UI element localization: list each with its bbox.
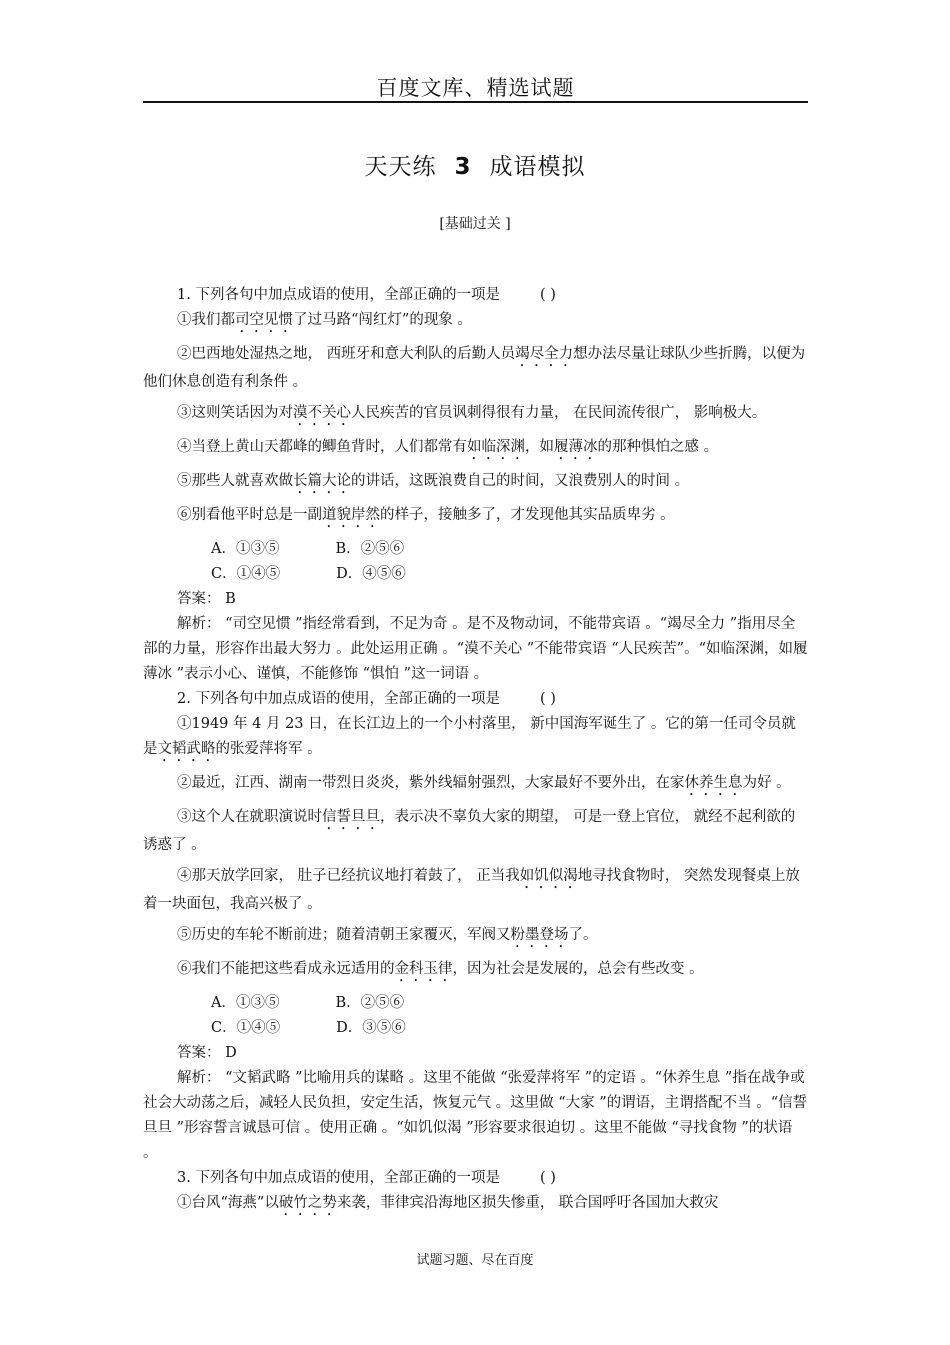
option-row [143,991,808,1016]
dotted-idiom: 文韬武略 [157,741,216,757]
section-tag: [基础过关 ] [439,216,511,232]
dotted-idiom: 漠不关心 [293,405,351,421]
question-item: ⑥别看他平时总是一副道貌岸然的样子，接触多了，才发现他其实品质卑劣 。 [177,507,675,523]
header-rule [143,101,808,103]
question-stem: 2. 下列各句中加点成语的使用，全部正确的一项是 ( ) [177,691,556,707]
question-item: ⑥我们不能把这些看成永远适用的金科玉律，因为社会是发展的，总会有些改变 。 [177,961,704,977]
page-title [0,148,950,181]
title-prefix: 天天练 [364,154,437,180]
option: A．①③⑤ [211,541,280,557]
answer: 答案： B [177,591,236,607]
option: B．②⑤⑥ [335,995,405,1011]
option-row [143,537,808,562]
dotted-idiom: 如临深渊 [467,439,525,455]
title-suffix: 成语模拟 [489,154,586,180]
dotted-idiom: 休养生息 [684,775,743,791]
dotted-idiom: 长篇大论 [293,473,351,489]
option: C．①④⑤ [211,1020,281,1036]
page-footer: 试题习题、尽在百度 [416,1253,534,1268]
option: B．②⑤⑥ [335,541,405,557]
option-row [143,562,808,587]
question-item: ②巴西地处湿热之地， 西班牙和意大利队的后勤人员竭尽全力想办法尽量让球队少些折腾，以便为他们休息创造有利条件 。 [143,346,806,390]
question-item: ①台风“海燕”以破竹之势来袭，菲律宾沿海地区损失惨重， 联合国呼吁各国加大救灾 [177,1195,719,1211]
question-list [143,283,808,1219]
question-item: ③这则笑话因为对漠不关心人民疾苦的官员讽刺得很有力量， 在民间流传很广， 影响极大。 [177,405,767,421]
option-row [143,1016,808,1041]
dotted-idiom: 破竹之势 [278,1195,337,1211]
page-header: 百度文库、精选试题 [376,76,575,100]
dotted-idiom: 道貌岸然 [322,507,380,523]
title-number: 3 [454,154,472,180]
question-item: ③这个人在就职演说时信誓旦旦，表示决不辜负大家的期望， 可是一登上官位， 就经不起利欲的诱惑了 。 [143,809,796,853]
dotted-idiom: 司空见惯 [235,312,293,328]
option: C．①④⑤ [211,566,281,582]
option: A．①③⑤ [211,995,280,1011]
question-stem: 1. 下列各句中加点成语的使用，全部正确的一项是 ( ) [177,287,556,303]
question-stem: 3. 下列各句中加点成语的使用，全部正确的一项是 ( ) [177,1170,556,1186]
question-item: ④当登上黄山天都峰的鲫鱼背时，人们都常有如临深渊，如履薄冰的那种惧怕之感 。 [177,439,719,455]
analysis: 解析： “司空见惯 ”指经常看到，不足为奇 。是不及物动词，不能带宾语 。“竭尽全力 ”指用尽全部的力量，形容作出最大努力 。此处运用正确 。“漠不关心 ”不能带宾语 “人民疾苦”。“如临深渊，如履薄冰 ”表示小心、谨慎，不能修饰 “惧怕 ”这一词语 。 [143,616,808,682]
dotted-idiom: 粉墨登场 [510,927,569,943]
question-item: ④那天放学回家， 肚子已经抗议地打着鼓了， 正当我如饥似渴地寻找食物时， 突然发现餐桌上放着一块面包，我高兴极了 。 [143,868,800,912]
dotted-idiom: 信誓旦旦 [322,809,380,825]
option: D．④⑤⑥ [336,566,406,582]
dotted-idiom: 竭尽全力 [515,346,574,362]
option: D．③⑤⑥ [336,1020,406,1036]
dotted-idiom: 如饥似渴 [519,868,578,884]
dotted-idiom: 金科玉律 [394,961,453,977]
answer: 答案： D [177,1045,237,1061]
question-item: ①我们都司空见惯了过马路“闯红灯”的现象 。 [177,312,472,328]
question-item: ⑤那些人就喜欢做长篇大论的讲话，这既浪费自己的时间，又浪费别人的时间 。 [177,473,690,489]
question-item: ①1949 年 4 月 23 日，在长江边上的一个小村落里， 新中国海军诞生了 。它的第一任司令员就是文韬武略的张爱萍将军 。 [143,716,796,757]
question-item: ②最近，江西、湖南一带烈日炎炎，紫外线辐射强烈，大家最好不要外出，在家休养生息为好 。 [177,775,791,791]
question-item: ⑤历史的车轮不断前进；随着清朝王家覆灭，军阀又粉墨登场了。 [177,927,598,943]
dotted-idiom: 履薄冰 [554,439,598,455]
analysis: 解析： “文韬武略 ”比喻用兵的谋略 。这里不能做 “张爱萍将军 ”的定语 。“休养生息 ”指在战争或社会大动荡之后，减轻人民负担，安定生活，恢复元气 。这里做 “大家 ”的谓语，主谓搭配不当 。“信誓旦旦 ”形容誓言诚恳可信 。使用正确 。“如饥似渴 ”形容要求很迫切 。这里不能做 “寻找食物 ”的状语 。 [143,1070,808,1161]
